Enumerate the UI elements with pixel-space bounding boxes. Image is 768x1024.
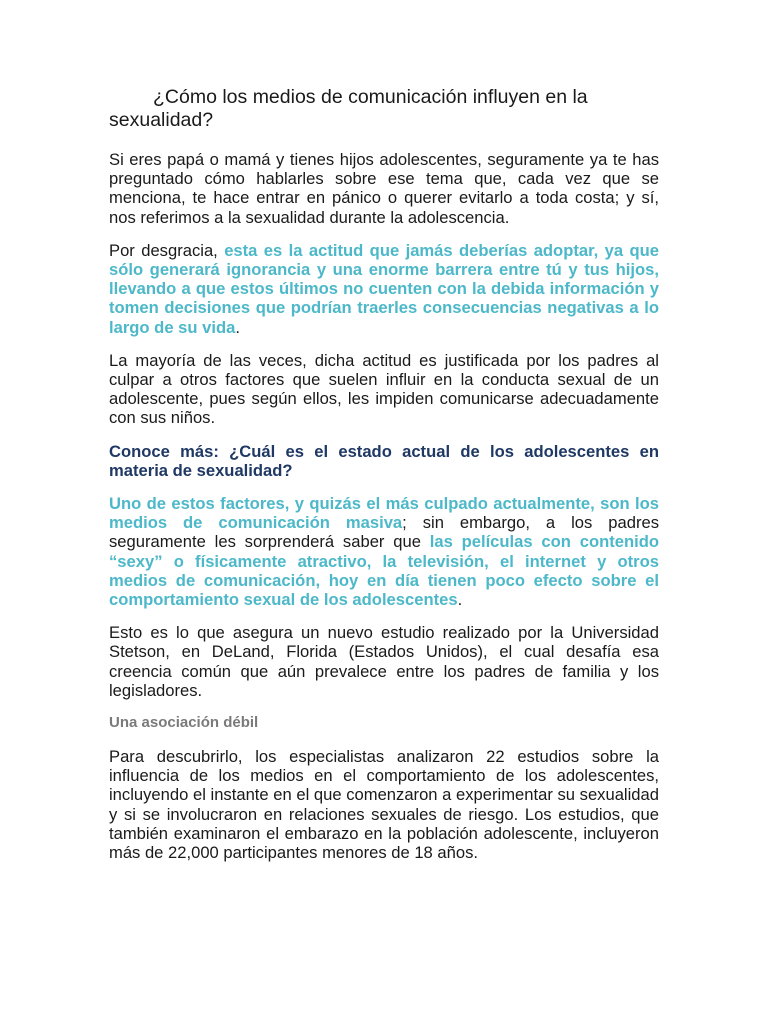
- paragraph-factors: [109, 494, 659, 609]
- paragraph-attitude-lead: Por desgracia,: [109, 240, 225, 260]
- section-subheading: Una asociación débil: [109, 714, 259, 732]
- paragraph-attitude: [109, 241, 659, 337]
- paragraph-intro: Si eres papá o mamá y tienes hijos adolescentes, seguramente ya te has preguntado cómo hablarles sobre ese tema que, cada vez que se menciona, te hace entrar en pánico o querer evitarlo a toda costa; y sí, nos referimos a la sexualidad durante la adolescencia.: [109, 150, 659, 227]
- paragraph-parents: La mayoría de las veces, dicha actitud es justificada por los padres al culpar a otros factores que suelen influir en la conducta sexual de un adolescente, pues según ellos, les impiden comunicarse adecuadamente con sus niños.: [109, 350, 659, 428]
- document-page: [109, 86, 659, 876]
- paragraph-factors-tail: .: [457, 590, 463, 610]
- highlight-media-effect: las películas con contenido “sexy” o físicamente atractivo, la televisión, el internet y otros medios de comunicación, hoy en día tienen poco efecto sobre el comportamiento sexual de los adolescentes: [109, 532, 659, 610]
- paragraph-analysis: Para descubrirlo, los especialistas analizaron 22 estudios sobre la influencia de los medios en el comportamiento de los adolescentes, incluyendo el instante en el que comenzaron a experimentar su sexualidad y si se involucraron en relaciones sexuales de riesgo. Los estudios, que también examinaron el embarazo en la población adolescente, incluyeron más de 22,000 participantes menores de 18 años.: [109, 747, 659, 863]
- paragraph-attitude-tail: .: [235, 317, 240, 337]
- related-article-link[interactable]: Conoce más: ¿Cuál es el estado actual de los adolescentes en materia de sexualidad?: [109, 441, 659, 480]
- highlight-attitude: esta es la actitud que jamás deberías adoptar, ya que sólo generará ignorancia y una enorme barrera entre tú y tus hijos, llevando a que estos últimos no cuenten con la debida información y tomen decisiones que podrían traerles consecuencias negativas a lo largo de su vida: [109, 240, 659, 337]
- paragraph-factors-middle: ; sin embargo, a los padres seguramente les sorprenderá saber que: [109, 513, 659, 552]
- paragraph-study: Esto es lo que asegura un nuevo estudio realizado por la Universidad Stetson, en DeLand, Florida (Estados Unidos), el cual desafía esa creencia común que aún prevalece entre los padres de familia y los legisladores.: [109, 623, 659, 700]
- document-title: ¿Cómo los medios de comunicación influyen en la sexualidad?: [109, 86, 588, 131]
- highlight-factors: Uno de estos factores, y quizás el más culpado actualmente, son los medios de comunicación masiva: [109, 494, 659, 533]
